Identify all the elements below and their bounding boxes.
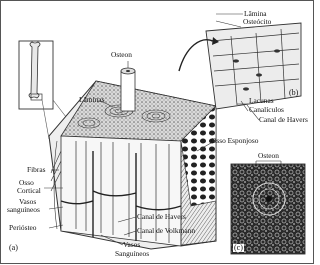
long-bone-inset [19,41,53,109]
label-vasos-bottom-2: Sanguíneos [115,249,150,258]
label-periosteo: Periósteo [9,223,37,232]
label-lamina-top: Lâmina [244,9,267,18]
label-vasos-left-2: sanguíneos [7,205,40,214]
label-osso-esponjoso: Osso Esponjoso [211,136,259,145]
label-panel-a: (a) [9,243,18,252]
label-osteon-main: Osteon [111,50,132,59]
label-lacunas: Lacunas [249,96,274,105]
label-canal-volkmann: Canal de Volkmann [137,226,196,235]
label-osteocito: Osteócito [243,17,272,26]
label-canal-havers-b: Canal de Havers [259,115,308,124]
label-panel-c: (c) [234,243,243,252]
osteon-cylinder [121,68,135,111]
label-panel-b: (b) [289,88,299,97]
label-canaliculos: Canalículos [249,105,284,114]
micrograph-panel-c [231,164,305,254]
label-laminas: Lâminas [79,95,105,104]
label-osteon-photo: Osteon [258,151,279,160]
label-vasos-left-1: Vasos [19,197,37,206]
bone-block [49,68,216,249]
label-canal-havers-main: Canal de Havers [137,212,186,221]
label-osso: Osso [19,178,34,187]
label-fibras: Fibras [27,165,46,174]
label-cortical: Cortical [17,186,41,195]
label-vasos-bottom-1: Vasos [123,240,141,249]
